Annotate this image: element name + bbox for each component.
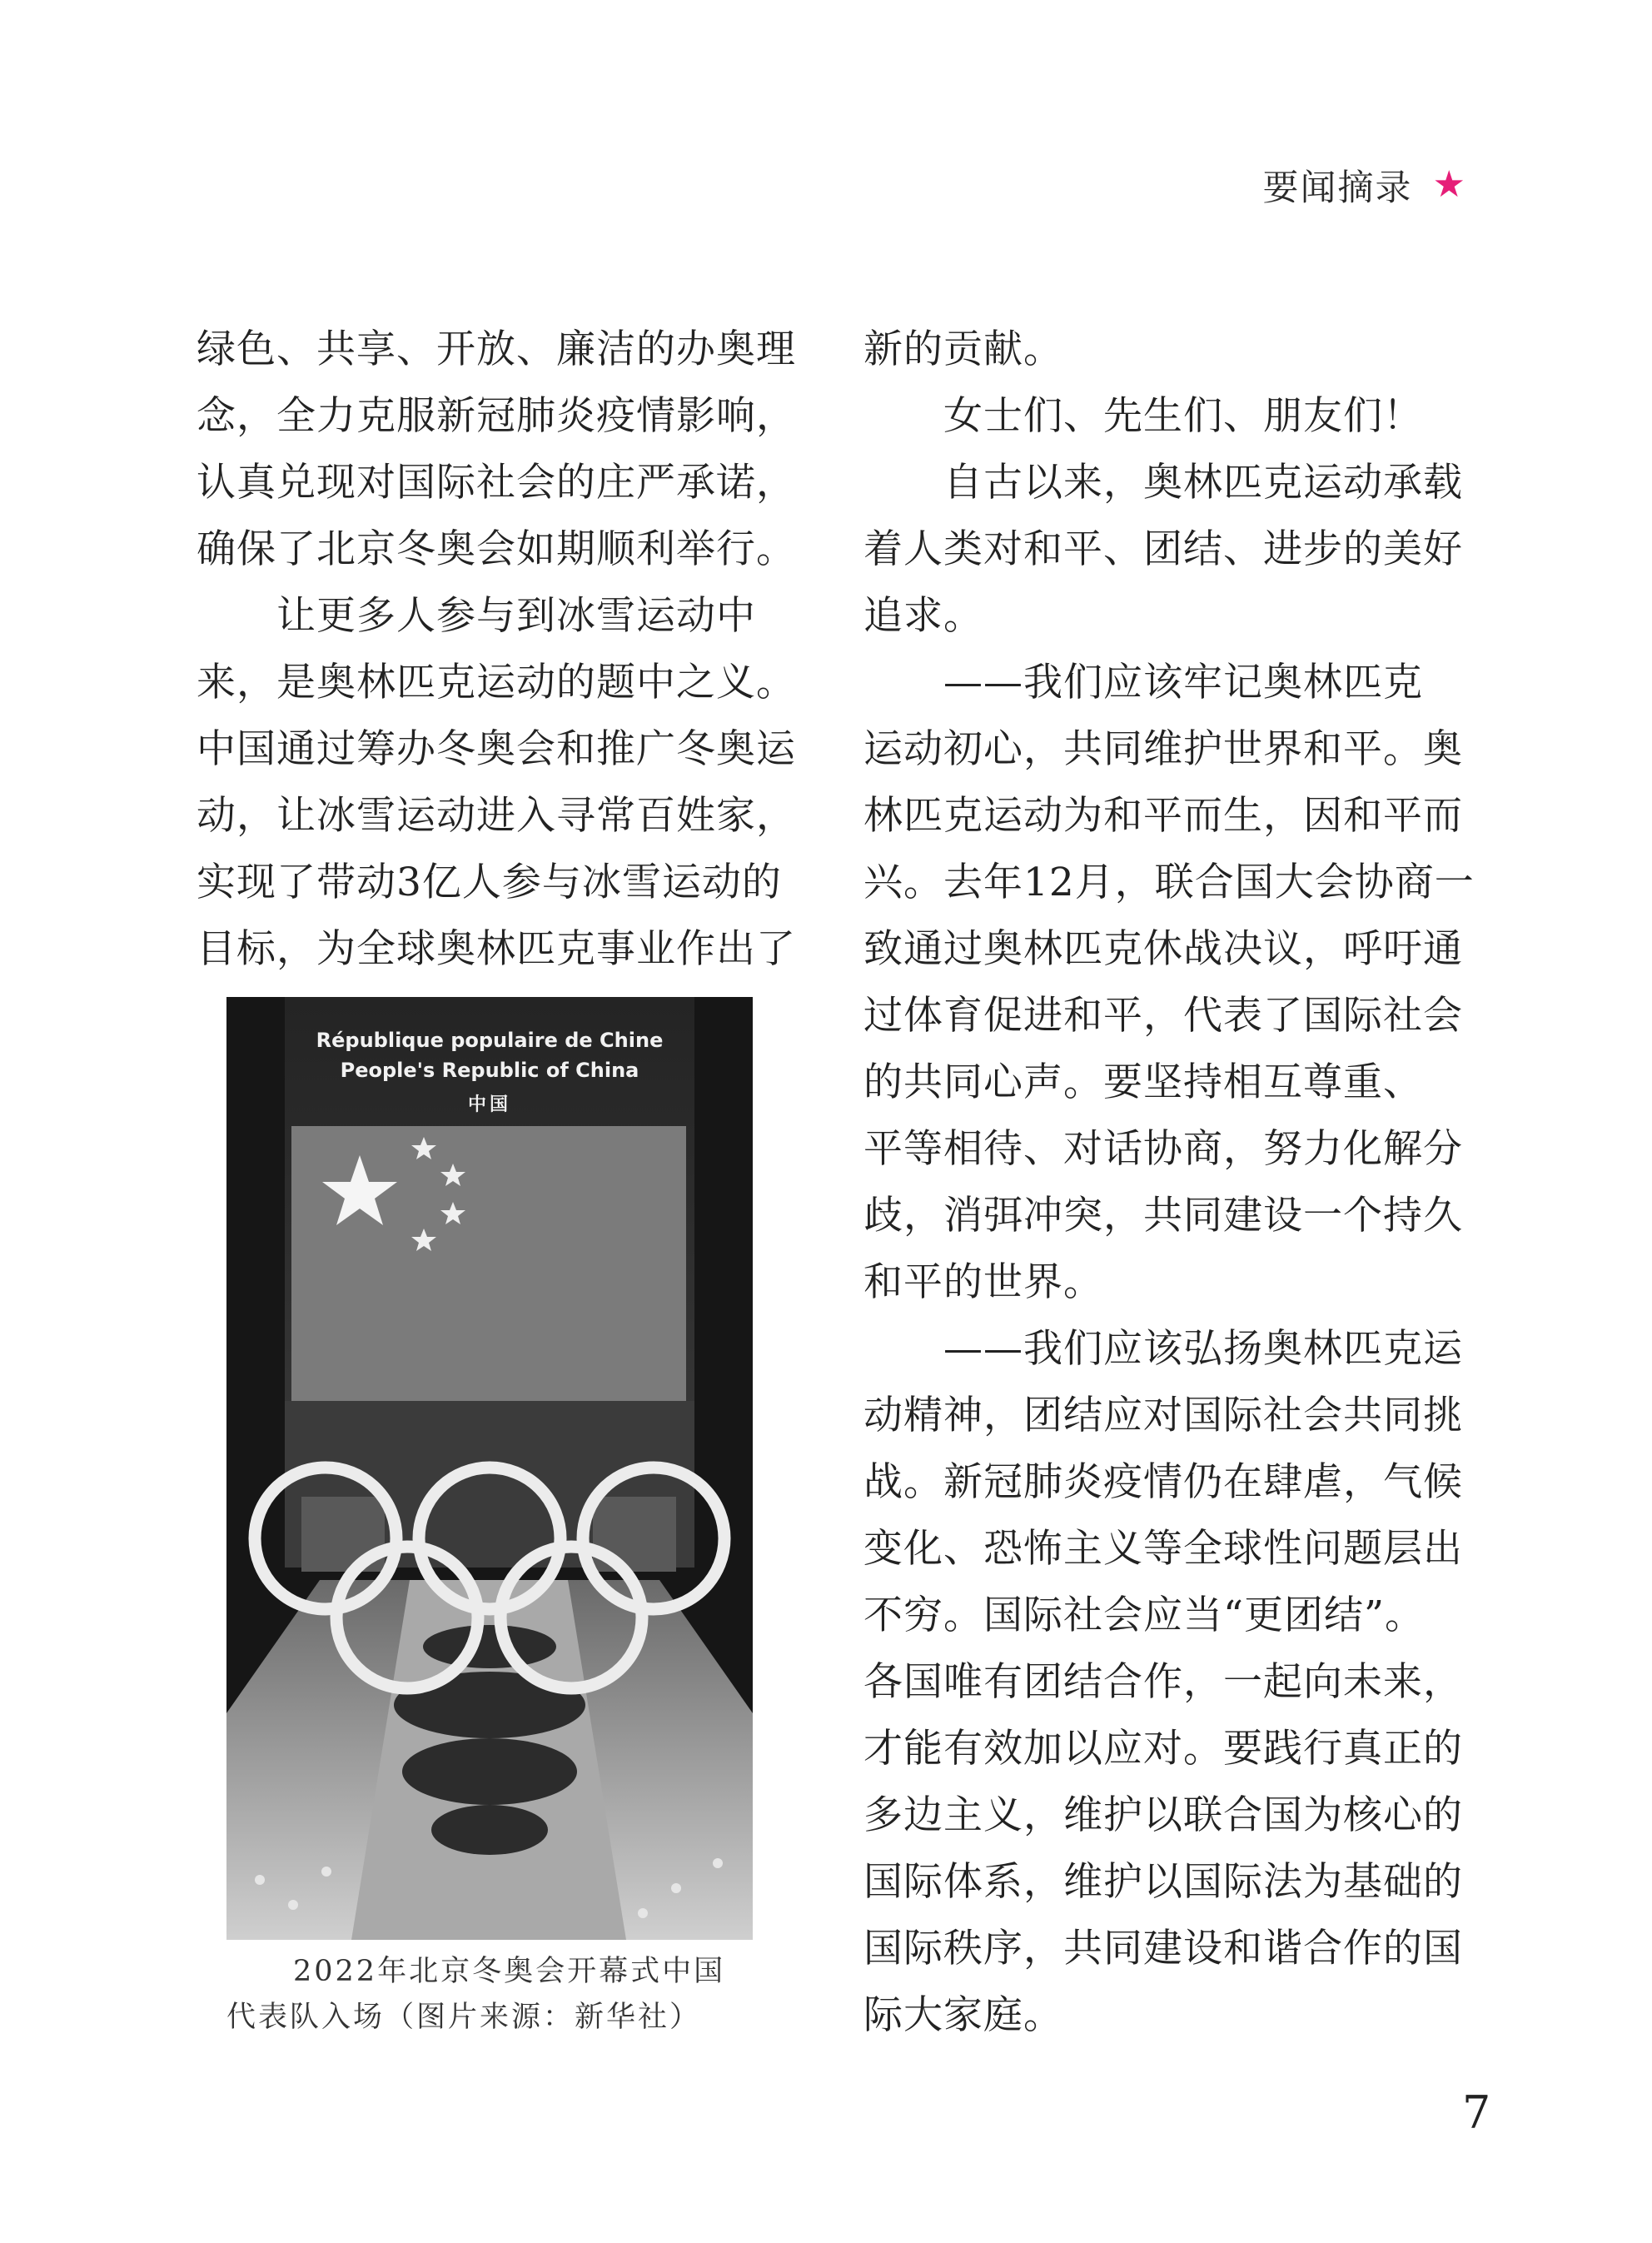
right-line: 变化、恐怖主义等全球性问题层出 <box>863 1526 1463 1572</box>
left-line: 绿色、共享、开放、廉洁的办奥理 <box>197 326 796 372</box>
right-line: 追求。 <box>863 593 983 639</box>
right-line: 的共同心声。要坚持相互尊重、 <box>863 1059 1423 1105</box>
right-line: 际大家庭。 <box>863 1992 1063 2038</box>
right-line: 平等相待、对话协商，努力化解分 <box>863 1126 1463 1172</box>
right-line: ——我们应该弘扬奥林匹克运 <box>863 1326 1463 1372</box>
right-line: ——我们应该牢记奥林匹克 <box>863 660 1423 705</box>
right-line: 兴。去年12月，联合国大会协商一 <box>863 860 1475 905</box>
left-line: 来，是奥林匹克运动的题中之义。 <box>197 660 796 705</box>
page-number: 7 <box>1462 2086 1491 2139</box>
left-line: 确保了北京冬奥会如期顺利举行。 <box>197 526 796 572</box>
right-line: 自古以来，奥林匹克运动承载 <box>863 460 1463 506</box>
star-icon: ★ <box>1432 163 1465 206</box>
right-line: 多边主义，维护以联合国为核心的 <box>863 1792 1463 1838</box>
right-line: 新的贡献。 <box>863 326 1063 372</box>
caption-line-2: 代表队入场（图片来源：新华社） <box>226 2001 702 2034</box>
right-line: 不穷。国际社会应当“更团结”。 <box>863 1593 1426 1638</box>
photo-caption <box>226 1949 759 2041</box>
left-column-text <box>197 317 796 983</box>
left-line: 实现了带动3亿人参与冰雪运动的 <box>197 860 782 905</box>
photo-illustration <box>226 997 753 1940</box>
banner-french: République populaire de Chine <box>316 1029 664 1052</box>
left-line: 念，全力克服新冠肺炎疫情影响， <box>197 393 796 439</box>
right-line: 国际体系，维护以国际法为基础的 <box>863 1859 1463 1905</box>
right-line: 过体育促进和平，代表了国际社会 <box>863 993 1463 1039</box>
right-line: 女士们、先生们、朋友们！ <box>863 393 1423 439</box>
left-line: 让更多人参与到冰雪运动中 <box>197 593 756 639</box>
opening-ceremony-photo <box>226 997 753 1940</box>
flag-display <box>291 1126 686 1401</box>
left-line: 中国通过筹办冬奥会和推广冬奥运 <box>197 726 796 772</box>
right-line: 和平的世界。 <box>863 1259 1103 1305</box>
right-line: 致通过奥林匹克休战决议，呼吁通 <box>863 926 1463 972</box>
right-line: 着人类对和平、团结、进步的美好 <box>863 526 1463 572</box>
banner-chinese: 中国 <box>467 1094 511 1115</box>
right-line: 歧，消弭冲突，共同建设一个持久 <box>863 1193 1463 1239</box>
section-title: 要闻摘录 <box>1262 167 1413 209</box>
right-line: 国际秩序，共同建设和谐合作的国 <box>863 1926 1463 1971</box>
left-line: 动，让冰雪运动进入寻常百姓家， <box>197 793 796 839</box>
right-line: 运动初心，共同维护世界和平。奥 <box>863 726 1463 772</box>
banner-english: People's Republic of China <box>340 1059 639 1082</box>
running-header <box>1199 160 1465 210</box>
right-line: 战。新冠肺炎疫情仍在肆虐，气候 <box>863 1459 1463 1505</box>
right-column-text <box>863 317 1475 2049</box>
right-line: 动精神，团结应对国际社会共同挑 <box>863 1393 1463 1438</box>
right-line: 林匹克运动为和平而生，因和平而 <box>863 793 1463 839</box>
caption-line-1: 2022年北京冬奥会开幕式中国 <box>293 1955 726 1988</box>
left-line: 目标，为全球奥林匹克事业作出了 <box>197 926 796 972</box>
right-line: 才能有效加以应对。要践行真正的 <box>863 1726 1463 1772</box>
right-line: 各国唯有团结合作，一起向未来， <box>863 1659 1463 1705</box>
left-line: 认真兑现对国际社会的庄严承诺， <box>197 460 796 506</box>
